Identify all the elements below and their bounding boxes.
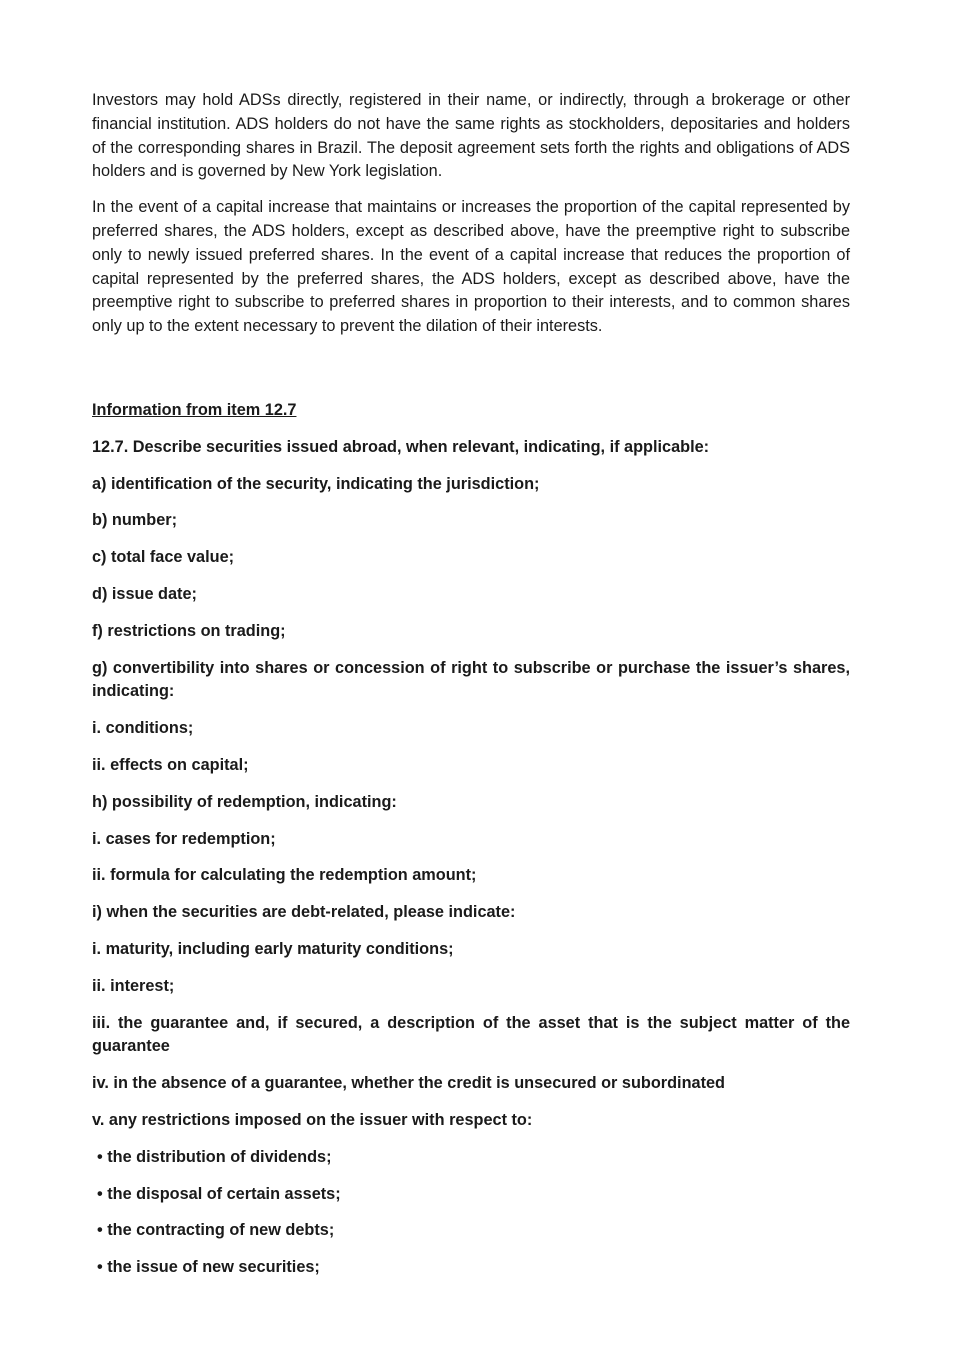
item-i-iv: iv. in the absence of a guarantee, whether the credit is unsecured or subordinated (92, 1074, 726, 1093)
bullet-new-securities: • the issue of new securities; (97, 1258, 320, 1277)
item-f: f) restrictions on trading; (92, 621, 286, 640)
item-h-i: i. cases for redemption; (92, 829, 276, 848)
item-d: d) issue date; (92, 584, 197, 603)
item-c: c) total face value; (92, 548, 235, 567)
item-i-i: i. maturity, including early maturity conditions; (92, 939, 454, 958)
item-i-ii: ii. interest; (92, 976, 175, 995)
section-heading: Information from item 12.7 (92, 400, 297, 419)
paragraph-ads-holders: Investors may hold ADSs directly, registered in their name, or indirectly, through a brokerage or other financial institution. ADS holders do not have the same rights as stockholders, depositaries and holders of the corresponding shares in Brazil. The deposit agreement sets forth the rights and obligations of ADS holders and is governed by New York legislation. (92, 91, 850, 181)
item-a: a) identification of the security, indicating the jurisdiction; (92, 474, 540, 493)
section-spacer (92, 351, 850, 399)
item-intro: 12.7. Describe securities issued abroad, when relevant, indicating, if applicable: (92, 437, 710, 456)
item-i-iii: iii. the guarantee and, if secured, a description of the asset that is the subject matter of the guarantee (92, 1013, 850, 1056)
paragraph-capital-increase: In the event of a capital increase that maintains or increases the proportion of the capital represented by preferred shares, the ADS holders, except as described above, have the preemptive right to subscribe only to newly issued preferred shares. In the event of a capital increase that reduces the proportion of capital represented by the preferred shares, the ADS holders, except as described above, have the preemptive right to subscribe to preferred shares in proportion to their interests, and to common shares only up to the extent necessary to prevent the dilation of their interests. (92, 198, 850, 336)
item-i: i) when the securities are debt-related, please indicate: (92, 903, 516, 922)
bullet-disposal-assets: • the disposal of certain assets; (97, 1184, 341, 1203)
item-g-ii: ii. effects on capital; (92, 755, 249, 774)
bullet-new-debts: • the contracting of new debts; (97, 1221, 335, 1240)
item-b: b) number; (92, 511, 178, 530)
item-g: g) convertibility into shares or concession of right to subscribe or purchase the issuer’s shares, indicating: (92, 658, 850, 701)
item-i-v: v. any restrictions imposed on the issuer with respect to: (92, 1110, 533, 1129)
item-g-i: i. conditions; (92, 719, 194, 738)
bullet-dividends: • the distribution of dividends; (97, 1147, 332, 1166)
document-page (92, 89, 850, 1293)
item-h-ii: ii. formula for calculating the redemption amount; (92, 866, 477, 885)
item-h: h) possibility of redemption, indicating: (92, 792, 397, 811)
